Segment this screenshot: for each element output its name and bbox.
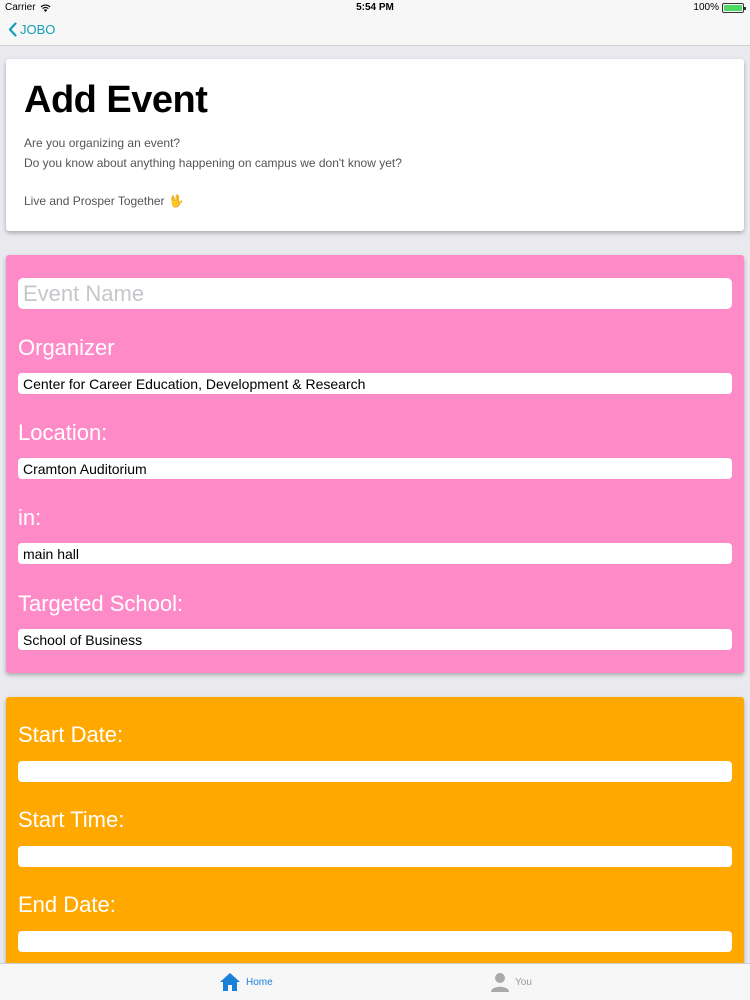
person-icon: [490, 972, 510, 992]
back-button-label: JOBO: [20, 22, 56, 37]
tab-bar: [0, 963, 750, 1000]
organizer-input[interactable]: [18, 373, 732, 394]
home-icon: [219, 972, 241, 992]
intro-line-2: Do you know about anything happening on campus we don't know yet?: [24, 156, 402, 170]
intro-tagline: Live and Prosper Together: [24, 194, 165, 208]
end-date-input[interactable]: [18, 931, 732, 952]
end-date-label: End Date:: [18, 892, 116, 917]
back-button[interactable]: [8, 22, 55, 37]
event-schedule-card: [6, 697, 744, 997]
tab-home[interactable]: [219, 972, 273, 992]
intro-line-3: [24, 191, 726, 211]
status-time: 5:54 PM: [356, 2, 394, 13]
tab-you-label: You: [515, 976, 532, 988]
intro-card: [6, 59, 744, 231]
start-date-label: Start Date:: [18, 722, 124, 747]
start-time-label: Start Time:: [18, 807, 125, 832]
location-label: Location:: [18, 420, 108, 445]
event-name-input[interactable]: [18, 278, 732, 309]
battery-indicator: [693, 2, 744, 13]
start-time-input[interactable]: [18, 846, 732, 867]
targeted-school-input[interactable]: [18, 629, 732, 650]
tab-you[interactable]: [490, 972, 532, 992]
organizer-label: Organizer: [18, 335, 115, 360]
event-details-card: [6, 255, 744, 673]
navigation-bar: [0, 16, 750, 46]
battery-percent: 100%: [693, 2, 719, 13]
page-title: Add Event: [24, 79, 208, 121]
battery-icon: [722, 3, 744, 13]
chevron-left-icon: [8, 22, 17, 37]
carrier-label: Carrier: [5, 2, 36, 13]
location-input[interactable]: [18, 458, 732, 479]
vulcan-salute-icon: 🖖: [168, 194, 184, 208]
room-label: in:: [18, 505, 42, 530]
status-bar: [0, 0, 750, 16]
room-input[interactable]: [18, 543, 732, 564]
targeted-school-label: Targeted School:: [18, 591, 184, 616]
intro-line-1: Are you organizing an event?: [24, 136, 181, 150]
start-date-input[interactable]: [18, 761, 732, 782]
tab-home-label: Home: [246, 976, 273, 988]
